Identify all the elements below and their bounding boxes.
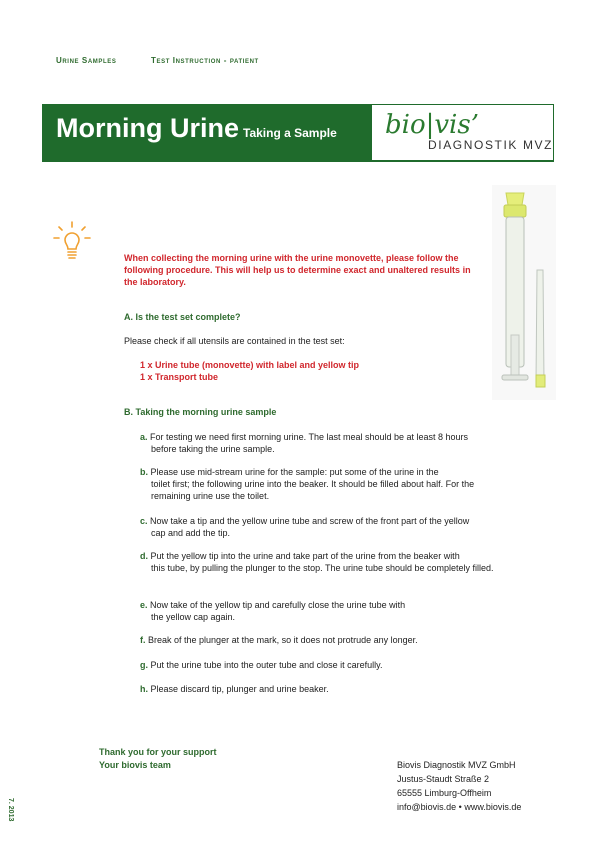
address-contact: info@biovis.de • www.biovis.de	[397, 802, 522, 812]
step-e	[140, 599, 530, 623]
step-letter: f.	[140, 635, 146, 645]
thanks-line-2: Your biovis team	[99, 760, 171, 770]
step-text: For testing we need first morning urine. The last meal should be at least 8 hours	[150, 432, 469, 442]
step-d	[140, 550, 530, 574]
section-b-heading: B. Taking the morning urine sample	[124, 407, 277, 417]
document-date: 7. 2013	[7, 798, 14, 822]
step-text-cont: cap and add the tip.	[151, 528, 231, 538]
intro-text: When collecting the morning urine with the urine monovette, please follow the following procedure. This will help us to determine exact and unaltered results in the laboratory.	[124, 253, 471, 287]
logo-tagline: DIAGNOSTIK MVZ	[428, 138, 554, 152]
section-a-text: Please check if all utensils are contained in the test set:	[124, 336, 345, 346]
step-text: Put the urine tube into the outer tube and close it carefully.	[150, 660, 383, 670]
step-text: Now take of the yellow tip and carefully close the urine tube with	[150, 600, 406, 610]
lightbulb-icon	[50, 220, 94, 269]
checklist-item-tube: 1 x Urine tube (monovette) with label and yellow tip	[140, 360, 360, 370]
step-letter: h.	[140, 684, 148, 694]
step-h	[140, 683, 530, 695]
step-text: Please discard tip, plunger and urine beaker.	[150, 684, 329, 694]
step-a	[140, 431, 530, 455]
page-title-main: Morning Urine	[56, 113, 239, 143]
step-letter: b.	[140, 467, 148, 477]
step-text-cont: the yellow cap again.	[151, 612, 236, 622]
page-title	[56, 113, 337, 144]
address-company: Biovis Diagnostik MVZ GmbH	[397, 760, 516, 770]
step-text-cont: toilet first; the following urine into the beaker. It should be filled about half. For the remaining urine use the toilet.	[151, 479, 475, 501]
step-letter: g.	[140, 660, 148, 670]
page-title-sub: Taking a Sample	[243, 126, 337, 140]
step-text: Now take a tip and the yellow urine tube and screw of the front part of the yellow	[150, 516, 470, 526]
step-letter: a.	[140, 432, 148, 442]
header-section: Urine Samples	[56, 56, 117, 65]
step-text-cont: this tube, by pulling the plunger to the stop. The urine tube should be completely filled.	[151, 563, 494, 573]
step-text: Please use mid-stream urine for the sample: put some of the urine in the	[150, 467, 439, 477]
address-city: 65555 Limburg-Offheim	[397, 788, 492, 798]
urine-tube-image	[492, 185, 556, 405]
step-letter: e.	[140, 600, 148, 610]
step-f	[140, 634, 530, 646]
step-g	[140, 659, 530, 671]
checklist-item-transport: 1 x Transport tube	[140, 372, 219, 382]
step-text: Put the yellow tip into the urine and take part of the urine from the beaker with	[150, 551, 460, 561]
section-a-heading: A. Is the test set complete?	[124, 312, 241, 322]
step-c	[140, 515, 530, 539]
logo: bio|vis’	[385, 110, 479, 140]
thanks-line-1: Thank you for your support	[99, 747, 217, 757]
step-letter: c.	[140, 516, 148, 526]
step-text-cont: before taking the urine sample.	[151, 444, 275, 454]
header-subtitle: Test Instruction - patient	[151, 56, 259, 65]
step-letter: d.	[140, 551, 148, 561]
address-street: Justus-Staudt Straße 2	[397, 774, 490, 784]
step-text: Break of the plunger at the mark, so it does not protrude any longer.	[148, 635, 418, 645]
step-b	[140, 466, 530, 502]
